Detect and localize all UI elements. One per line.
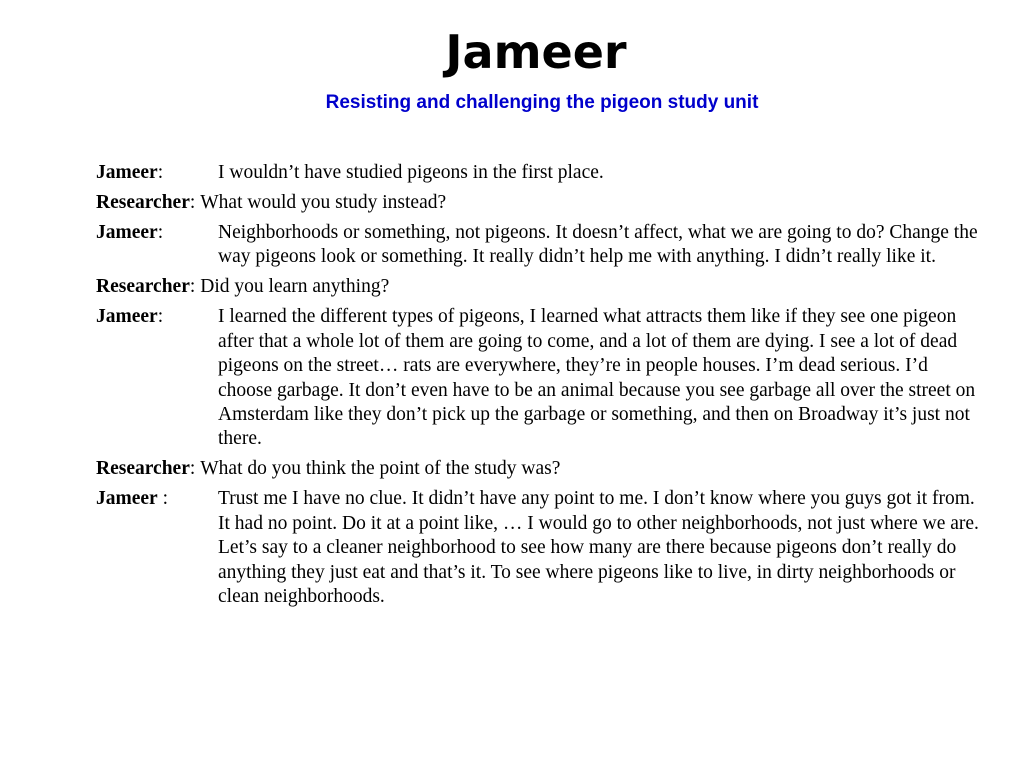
speaker-label: [96, 487, 218, 609]
speaker-separator: :: [189, 192, 196, 213]
transcript-turn: [96, 191, 986, 215]
utterance-text: Trust me I have no clue. It didn’t have any point to me. I don’t know where you guys got it from. It had no point. Do it at a point like, … I would go to other neighborhoods, not just where we are. Let’s say to a cleaner neighborhood to see how many are there because pigeons don’t really do anything they just eat and that’s it. To see where pigeons like to live, in dirty neighborhoods or clean neighborhoods.: [218, 488, 979, 608]
speaker-separator: :: [157, 222, 164, 243]
speaker-label: [96, 275, 195, 299]
interview-transcript: [96, 161, 986, 615]
speaker-name: Researcher: [96, 192, 190, 213]
speaker-separator: :: [189, 458, 196, 480]
transcript-turn: [96, 221, 986, 270]
utterance-text: What would you study instead?: [200, 192, 447, 213]
speaker-label: [96, 457, 195, 481]
transcript-turn: [96, 161, 986, 185]
speaker-name: Jameer: [96, 306, 158, 328]
transcript-turn: [96, 275, 986, 299]
slide-title: Jameer: [445, 25, 627, 79]
speaker-label: [96, 191, 195, 215]
transcript-turn: [96, 305, 986, 451]
speaker-separator: :: [157, 162, 164, 183]
speaker-name: Jameer: [96, 488, 158, 510]
speaker-label: [96, 161, 218, 185]
speaker-name: Jameer: [96, 162, 158, 183]
speaker-name: Researcher: [96, 276, 190, 298]
speaker-label: [96, 305, 218, 451]
speaker-name: Researcher: [96, 458, 190, 480]
utterance-text: What do you think the point of the study was?: [200, 458, 561, 480]
utterance-text: I learned the different types of pigeons, I learned what attracts them like if they see one pigeon after that a whole lot of them are going to come, and a lot of them are dying. I see a lot of dead pigeons on the street… rats are everywhere, they’re in people houses. I’m dead serious. I’d choose garbage. It don’t even have to be an animal because you see garbage all over the street on Amsterdam like they don’t pick up the garbage or something, and then on Broadway it’s just not there.: [218, 306, 976, 450]
speaker-separator: :: [157, 306, 164, 328]
utterance-text: I wouldn’t have studied pigeons in the first place.: [218, 162, 604, 183]
speaker-separator: :: [189, 276, 196, 298]
speaker-label: [96, 221, 218, 270]
transcript-turn: [96, 487, 986, 609]
transcript-turn: [96, 457, 986, 481]
utterance-text: Did you learn anything?: [200, 276, 390, 298]
utterance-text: Neighborhoods or something, not pigeons. It doesn’t affect, what we are going to do? Change the way pigeons look or something. It really didn’t help me with anything. I didn’t really like it.: [218, 222, 978, 268]
speaker-name: Jameer: [96, 222, 158, 243]
speaker-separator: :: [157, 488, 169, 510]
slide-subtitle: Resisting and challenging the pigeon study unit: [325, 92, 759, 113]
